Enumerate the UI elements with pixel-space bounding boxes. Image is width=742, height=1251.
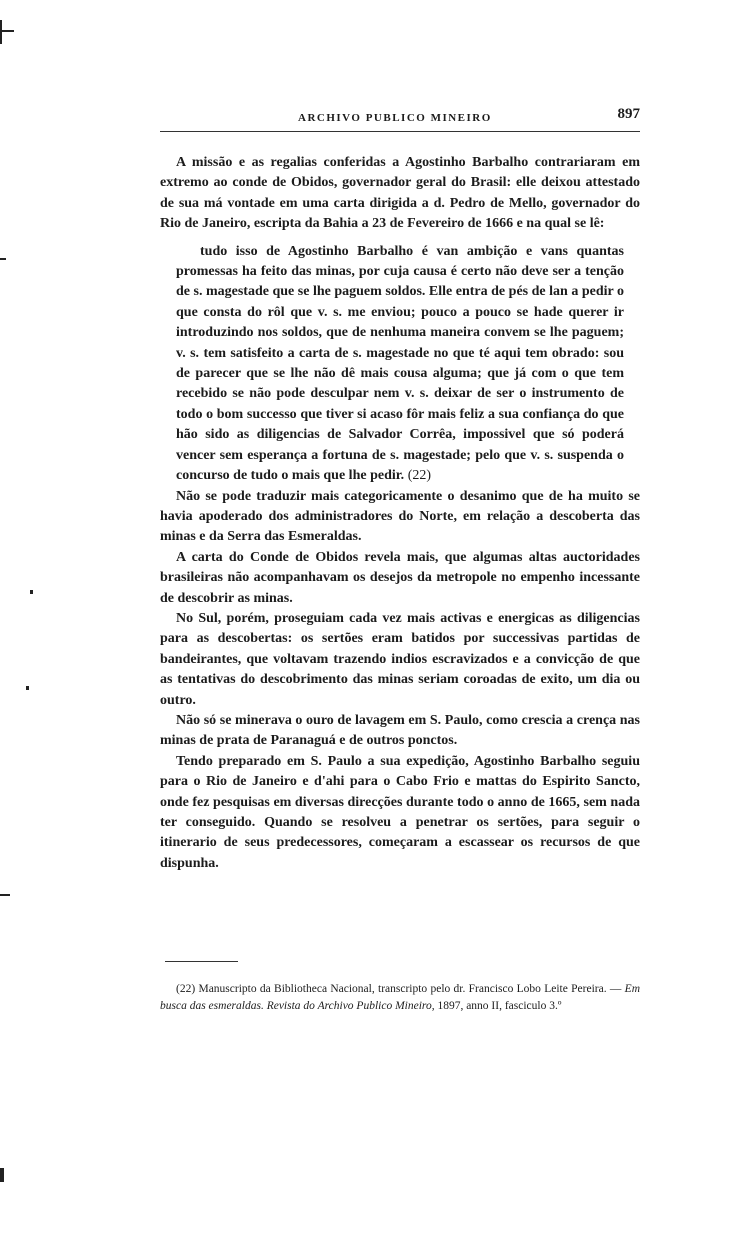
- page-number: 897: [617, 106, 640, 122]
- intro-paragraph: A missão e as regalias conferidas a Agostinho Barbalho contrariaram em extremo ao conde de Obidos, governador geral do Brasil: elle deixou attestado de sua má vontade em uma carta dirigida a d. Pedro de Mello, governador do Rio de Janeiro, escripta da Bahia a 23 de Fevereiro de 1666 e na qual se lê:: [160, 155, 640, 232]
- paragraph: No Sul, porém, proseguiam cada vez mais activas e energicas as diligencias para as descobertas: os sertões eram batidos por successivas partidas de bandeirantes, que voltavam trazendo indios escravizados e a convicção de que as tentativas do descobrimento das minas seriam coroadas de exito, um dia ou outro.: [160, 610, 640, 708]
- scan-mark: [0, 20, 2, 44]
- footnote-paragraph: [160, 981, 640, 1015]
- scan-mark: [30, 590, 33, 594]
- footnote-work-title: Em busca das esmeraldas. Revista do Archivo Publico Mineiro,: [160, 983, 641, 1012]
- scan-mark: [0, 30, 14, 32]
- scan-mark: [0, 1168, 4, 1182]
- quoted-letter: [176, 242, 624, 487]
- scan-mark: [26, 686, 29, 690]
- footnote-number: (22): [176, 983, 196, 995]
- header-rule: [160, 131, 640, 132]
- running-header: [160, 106, 640, 128]
- footnote-reference: (22): [407, 468, 432, 484]
- footnote-text: Manuscripto da Bibliotheca Nacional, transcripto pelo dr. Francisco Lobo Leite Pereira. —: [198, 983, 622, 995]
- footnote-rule: [165, 961, 238, 962]
- scan-mark: [0, 894, 10, 896]
- quote-paragraph: [176, 242, 624, 487]
- footnote: [160, 981, 640, 1015]
- paragraph: Não só se minerava o ouro de lavagem em S. Paulo, como crescia a crença nas minas de prata de Paranaguá e de outros ponctos.: [160, 712, 640, 749]
- paragraph: A carta do Conde de Obidos revela mais, que algumas altas auctoridades brasileiras não acompanhavam os desejos da metropole no empenho incessante de descobrir as minas.: [160, 549, 640, 606]
- body-text: [160, 153, 640, 874]
- paragraph: Não se pode traduzir mais categoricamente o desanimo que de ha muito se havia apoderado dos administradores do Norte, em relação a descoberta das minas e da Serra das Esmeraldas.: [160, 488, 640, 545]
- running-title: ARCHIVO PUBLICO MINEIRO: [298, 112, 492, 124]
- paragraph: Tendo preparado em S. Paulo a sua expedição, Agostinho Barbalho seguiu para o Rio de Janeiro e d'ahi para o Cabo Frio e mattas do Espirito Sancto, onde fez pesquisas em diversas direcções durante todo o anno de 1665, sem nada ter conseguido. Quando se resolveu a penetrar os sertões, para seguir o itinerario de seus predecessores, começaram a escassear os recursos de que dispunha.: [160, 753, 640, 871]
- quote-text: tudo isso de Agostinho Barbalho é van ambição e vans quantas promessas ha feito das minas, por cuja causa é certo não deve ser a tenção de s. magestade que se lhe paguem soldos. Elle entra de pés de lan a pedir o que consta do rôl que v. s. me enviou; pouco a pouco se hade querer ir introduzindo nos soldos, que de nenhuma maneira convem se lhe paguem; v. s. tem satisfeito a carta de s. magestade no que té aqui tem obrado: sou de parecer que se lhe não dê mais cousa alguma; que já com o que tem recebido se não pode desculpar nem v. s. deixar de ser o instrumento de todo o bom successo que tiver si acaso fôr mais feliz a sua confiança do que hão sido as diligencias de Salvador Corrêa, impossivel que só poderá vencer sem esperança a fortuna de s. magestade; pelo que v. s. suspenda o concurso de tudo o mais que lhe pedir.: [176, 243, 624, 484]
- footnote-tail: 1897, anno II, fasciculo 3.º: [437, 1000, 562, 1012]
- scan-mark: [0, 258, 6, 260]
